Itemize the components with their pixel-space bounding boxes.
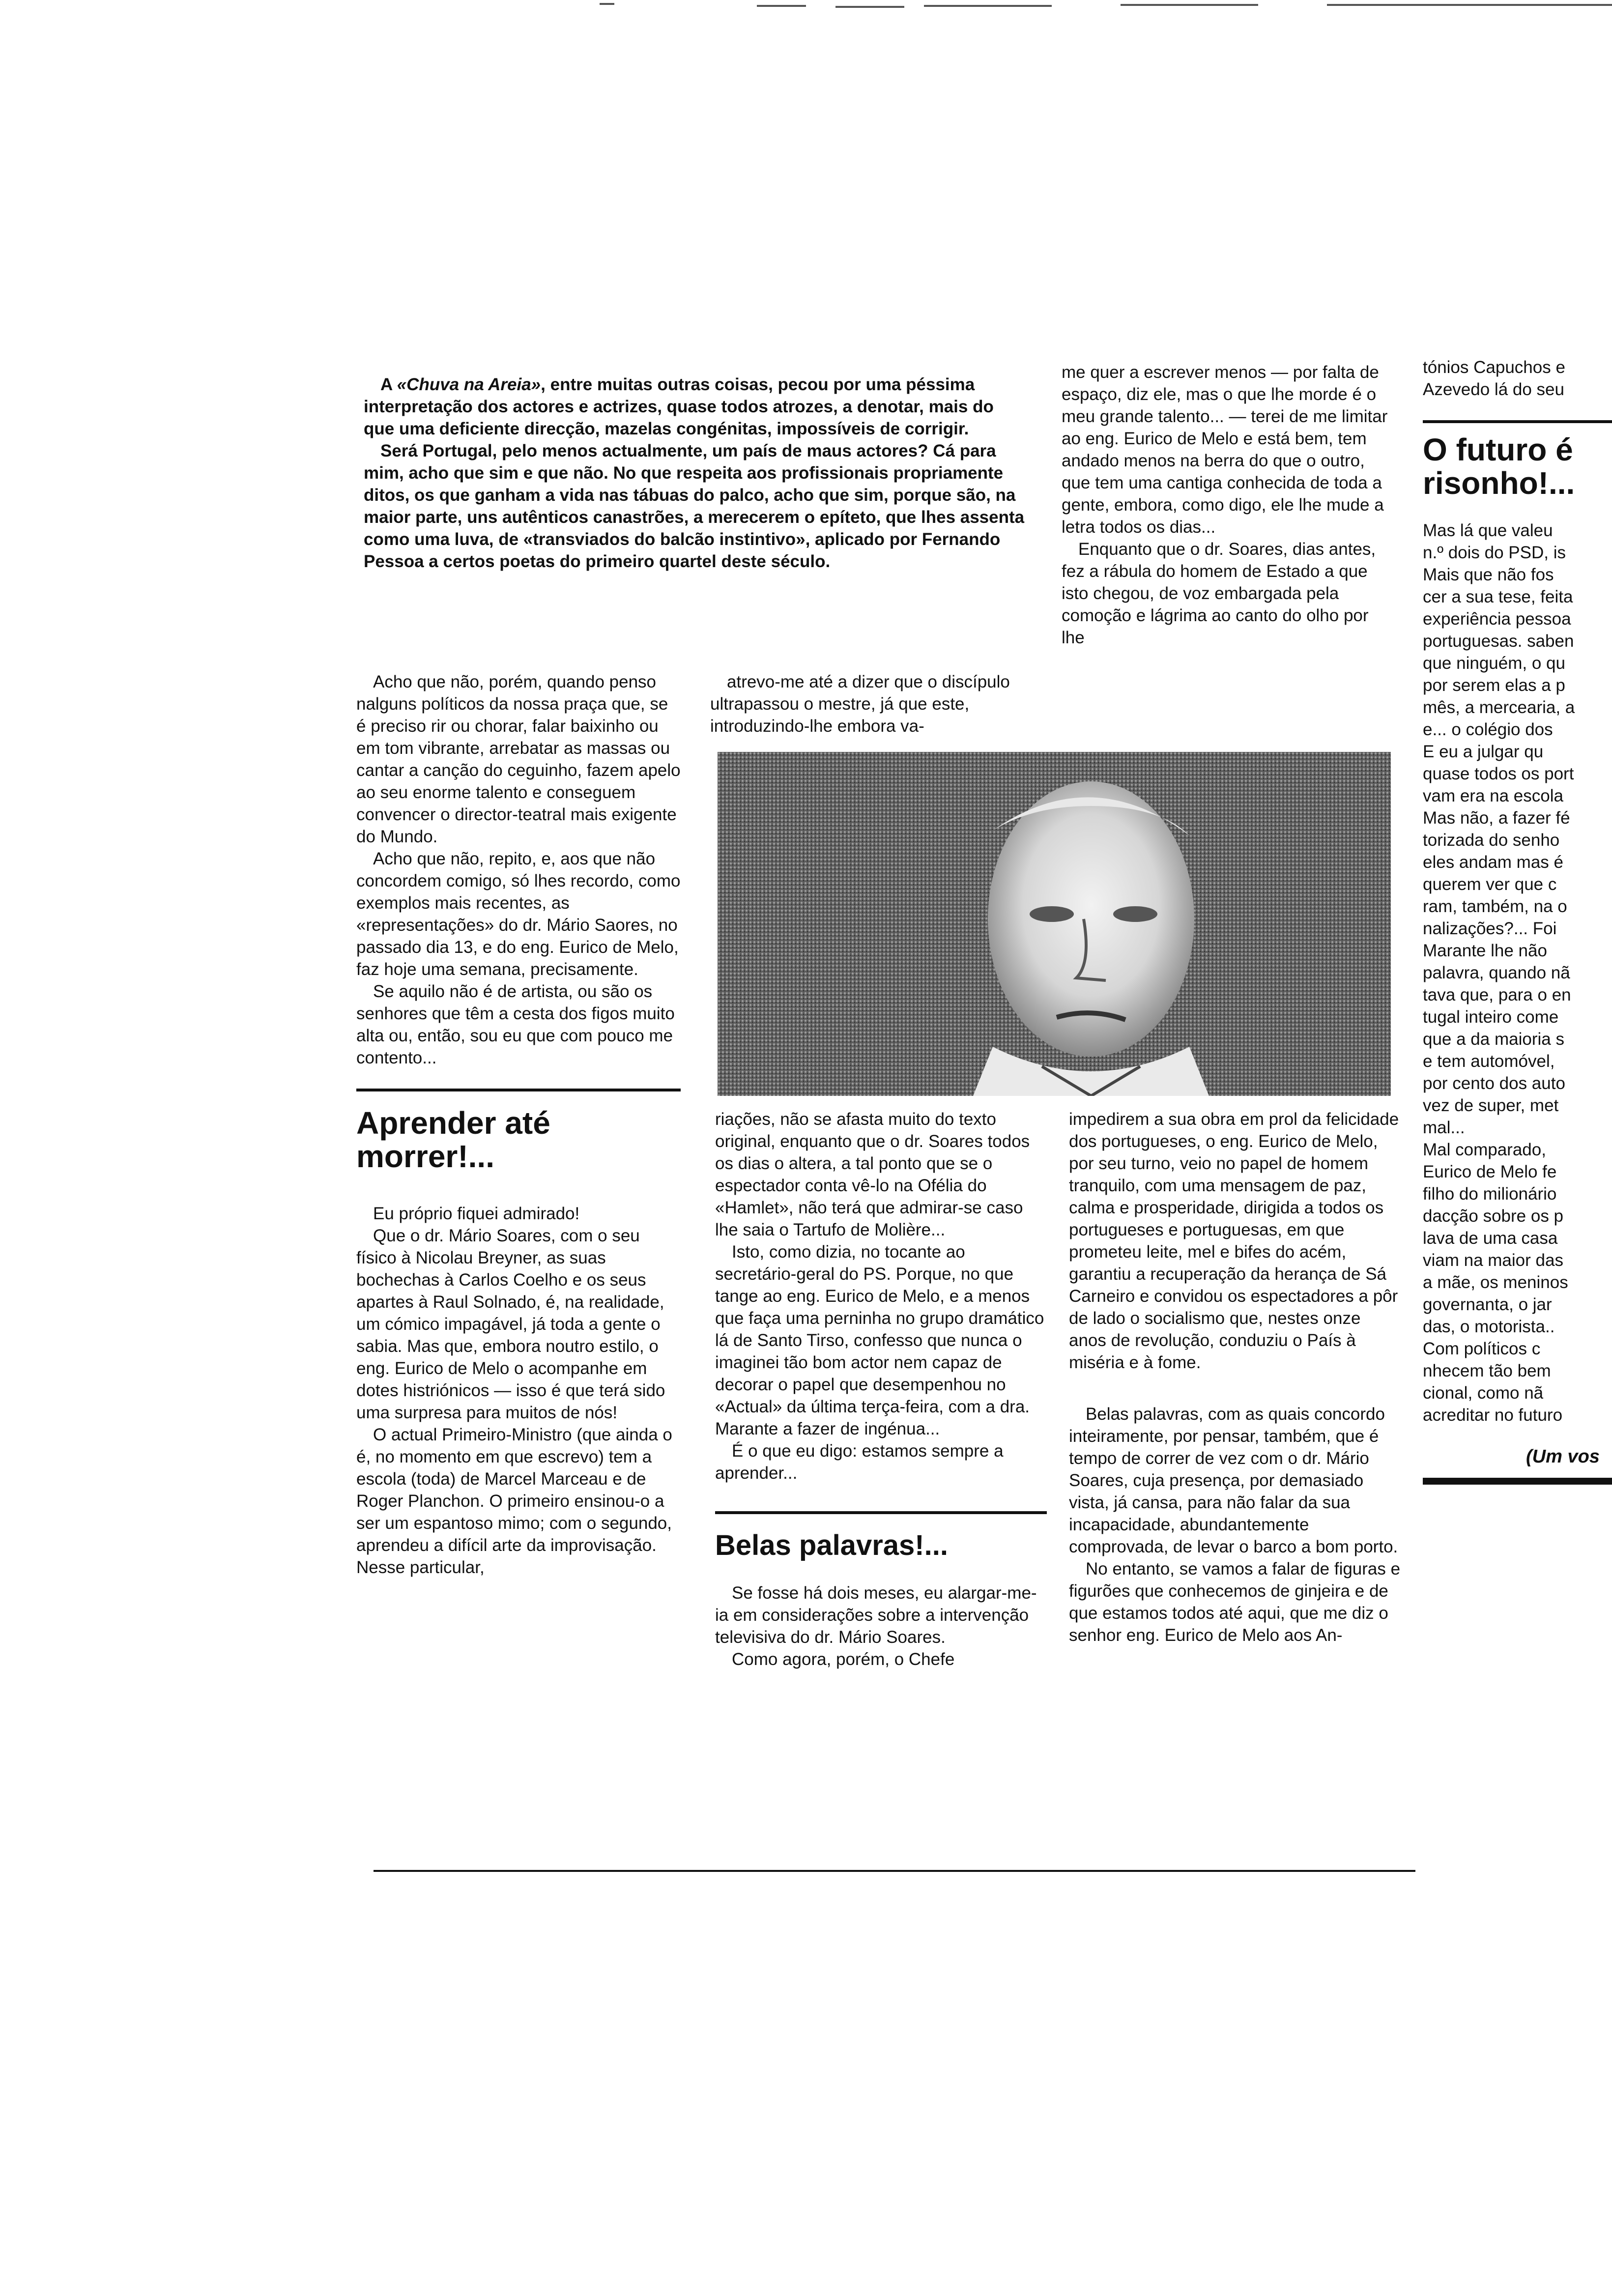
text-line: Eurico de Melo fe (1423, 1162, 1557, 1181)
paragraph: riações, não se afasta muito do texto original, enquanto que o dr. Soares todos os dias o altera, a tal ponto que se o espectador conta vê-lo na Ofélia do «Hamlet», não terá que admirar-se caso lhe saia o Tartufo de Molière... (715, 1110, 1030, 1239)
text-line: e tem automóvel, (1423, 1052, 1555, 1071)
column-4-lines (1423, 519, 1612, 1426)
text-line: n.º dois do PSD, is (1423, 543, 1566, 562)
text-line: por serem elas a p (1423, 676, 1565, 695)
column-2-upper (710, 671, 1039, 737)
bottom-rule (374, 1870, 1415, 1872)
text-line: por cento dos auto (1423, 1074, 1565, 1093)
text-line: dacção sobre os p (1423, 1206, 1564, 1226)
text-line: e... o colégio dos (1423, 720, 1553, 739)
column-4 (1423, 356, 1612, 1485)
text-line: quase todos os port (1423, 764, 1574, 783)
paragraph: Se fosse há dois meses, eu alargar-me-ia em considerações sobre a intervenção televisiva do dr. Mário Soares. (715, 1583, 1037, 1647)
paragraph: atrevo-me até a dizer que o discípulo ultrapassou o mestre, já que este, introduzindo-lhe embora va- (710, 672, 1010, 736)
text-line: querem ver que c (1423, 875, 1557, 894)
paragraph: Enquanto que o dr. Soares, dias antes, fez a rábula do homem de Estado a que isto chegou, de voz embargada pela comoção e lágrima ao canto do olho por lhe (1062, 540, 1376, 647)
text-line: Marante lhe não (1423, 941, 1547, 960)
text-line: filho do milionário (1423, 1184, 1557, 1204)
text-line: cer a sua tese, feita (1423, 587, 1573, 606)
text-line: Com políticos c (1423, 1339, 1541, 1358)
paragraph: Isto, como dizia, no tocante ao secretário-geral do PS. Porque, no que tange ao eng. Eurico de Melo, e a menos que faça uma perninha no grupo dramático lá de Santo Tirso, confesso que nunca o imaginei tão bom actor nem capaz de decorar o papel que desempenhou no «Actual» da última terça-feira, com a dra. Marante a fazer de ingénua... (715, 1242, 1044, 1438)
section-divider (715, 1511, 1047, 1514)
lead-paragraph-1: A «Chuva na Areia», entre muitas outras coisas, pecou por uma péssima interpretação dos actores e actrizes, quase todos atrozes, a denotar, mais do que uma deficiente direcção, mazelas congénitas, impossíveis de corrigir. (364, 375, 994, 438)
text-line: experiência pessoa (1423, 609, 1571, 629)
text-line: governanta, o jar (1423, 1295, 1552, 1314)
paragraph: Eu próprio fiquei admirado! (373, 1204, 580, 1223)
text-line: que ninguém, o qu (1423, 654, 1565, 673)
paragraph: Belas palavras, com as quais concordo inteiramente, por pensar, também, que é tempo de correr de vez com o dr. Mário Soares, cuja presença, por demasiado vista, já cansa, para não falar da sua incapacidade, abundantemente comprovada, de levar o barco a bom porto. (1069, 1405, 1398, 1556)
text-line: Mas não, a fazer fé (1423, 808, 1570, 828)
column-1 (356, 671, 681, 1578)
text-line: acreditar no futuro (1423, 1406, 1563, 1425)
text-line: vam era na escola (1423, 786, 1563, 805)
lead-paragraphs (364, 373, 1027, 573)
paragraph: impedirem a sua obra em prol da felicidade dos portugueses, o eng. Eurico de Melo, por seu turno, veio no papel de homem tranquilo, com uma mensagem de paz, calma e prosperidade, dirigida a todos os portugueses e portuguesas, em que prometeu leite, mel e bifes do acém, garantiu a recuperação da herança de Sá Carneiro e convidou os espectadores a pôr de lado o socialismo que, nestes onze anos de revolução, conduziu o País à miséria e à fome. (1069, 1110, 1399, 1372)
column-3-upper (1062, 361, 1396, 649)
paragraph: Como agora, porém, o Chefe (732, 1650, 955, 1669)
text-line: nalizações?... Foi (1423, 919, 1557, 938)
text-line: vez de super, met (1423, 1096, 1559, 1115)
paragraph: É o que eu digo: estamos sempre a aprender... (715, 1441, 1004, 1483)
text-line: das, o motorista.. (1423, 1317, 1555, 1336)
lead-paragraph-2: Será Portugal, pelo menos actualmente, um país de maus actores? Cá para mim, acho que sim e que não. No que respeita aos profissionais propriamente ditos, os que ganham a vida nas tábuas do palco, acho que sim, porque são, na maior parte, uns autênticos canastrões, a merecerem o epíteto, que lhes assenta como uma luva, de «transviados do balcão instintivo», aplicado por Fernando Pessoa a certos poetas do primeiro quartel deste século. (364, 441, 1025, 571)
author-signature: (Um vos (1526, 1446, 1600, 1467)
text-line: mês, a mercearia, a (1423, 698, 1575, 717)
text-line: portuguesas. saben (1423, 631, 1574, 651)
column-2-lower (715, 1108, 1047, 1670)
text-line: a mãe, os meninos (1423, 1273, 1568, 1292)
text-line: palavra, quando nã (1423, 963, 1570, 982)
text-line: Azevedo lá do seu (1423, 380, 1564, 399)
film-title: «Chuva na Areia» (397, 375, 541, 394)
text-line: Mais que não fos (1423, 565, 1554, 584)
text-line: Mas lá que valeu (1423, 521, 1553, 540)
section-heading-aprender: Aprender até morrer!... (356, 1105, 550, 1174)
text-line: nhecem tão bem (1423, 1361, 1551, 1380)
closing-rule (1423, 1478, 1612, 1485)
text-line: ram, também, na o (1423, 897, 1567, 916)
text-line: cional, como nã (1423, 1383, 1544, 1403)
paragraph: Que o dr. Mário Soares, com o seu físico à Nicolau Breyner, as suas bochechas à Carlos Coelho e os seus apartes à Raul Solnado, é, na realidade, um cómico impagável, já toda a gente o sabia. Mas que, embora noutro estilo, o eng. Eurico de Melo o acompanhe em dotes histriónicos — isso é que terá sido uma surpresa para muitos de nós! (356, 1226, 665, 1422)
portrait-photo (718, 752, 1391, 1096)
text-line: tugal inteiro come (1423, 1007, 1559, 1027)
paragraph: Acho que não, repito, e, aos que não concordem comigo, só lhes recordo, como exemplos mais recentes, as «representações» do dr. Mário Saores, no passado dia 13, e do eng. Eurico de Melo, faz hoje uma semana, precisamente. (356, 849, 681, 979)
paragraph: me quer a escrever menos — por falta de espaço, diz ele, mas o que lhe morde é o meu grande talento... — terei de me limitar ao eng. Eurico de Melo e está bem, tem andado menos na berra do que o outro, que tem uma cantiga conhecida de toda a gente, embora, como digo, ele lhe mude a letra todos os dias... (1062, 363, 1388, 537)
text-line: mal... (1423, 1118, 1465, 1137)
paragraph: Acho que não, porém, quando penso nalguns políticos da nossa praça que, se é preciso rir ou chorar, falar baixinho ou em tom vibrante, arrebatar as massas ou cantar a canção do ceguinho, fazem apelo ao seu enorme talento e conseguem convencer o director-teatral mais exigente do Mundo. (356, 672, 681, 846)
text-line: que a da maioria s (1423, 1030, 1564, 1049)
paragraph: No entanto, se vamos a falar de figuras e figurões que conhecemos de ginjeira e de que estamos todos até aqui, que me diz o senhor eng. Eurico de Melo aos An- (1069, 1559, 1401, 1645)
text-line: tava que, para o en (1423, 985, 1571, 1004)
text-line: lava de uma casa (1423, 1229, 1558, 1248)
paragraph: Se aquilo não é de artista, ou são os senhores que têm a cesta dos figos muito alta ou, então, sou eu que com pouco me contento... (356, 982, 675, 1067)
text-line: torizada do senho (1423, 831, 1560, 850)
text-line: tónios Capuchos e (1423, 358, 1565, 377)
section-heading-futuro: O futuro é risonho!... (1423, 432, 1575, 501)
section-divider (1423, 420, 1612, 423)
column-3-lower (1069, 1108, 1401, 1646)
text-line: eles andam mas é (1423, 853, 1563, 872)
section-heading-belas: Belas palavras!... (715, 1529, 948, 1561)
portrait-image (718, 752, 1391, 1096)
paragraph: O actual Primeiro-Ministro (que ainda o é, no momento em que escrevo) tem a escola (toda) de Marcel Marceau e de Roger Planchon. O primeiro ensinou-o a ser um espantoso mimo; com o segundo, aprendeu a difícil arte da improvisação. Nesse particular, (356, 1425, 672, 1577)
scan-noise-top (0, 0, 1612, 15)
text-line: E eu a julgar qu (1423, 742, 1544, 761)
text-line: Mal comparado, (1423, 1140, 1546, 1159)
text-line: viam na maior das (1423, 1251, 1563, 1270)
section-divider (356, 1089, 681, 1091)
